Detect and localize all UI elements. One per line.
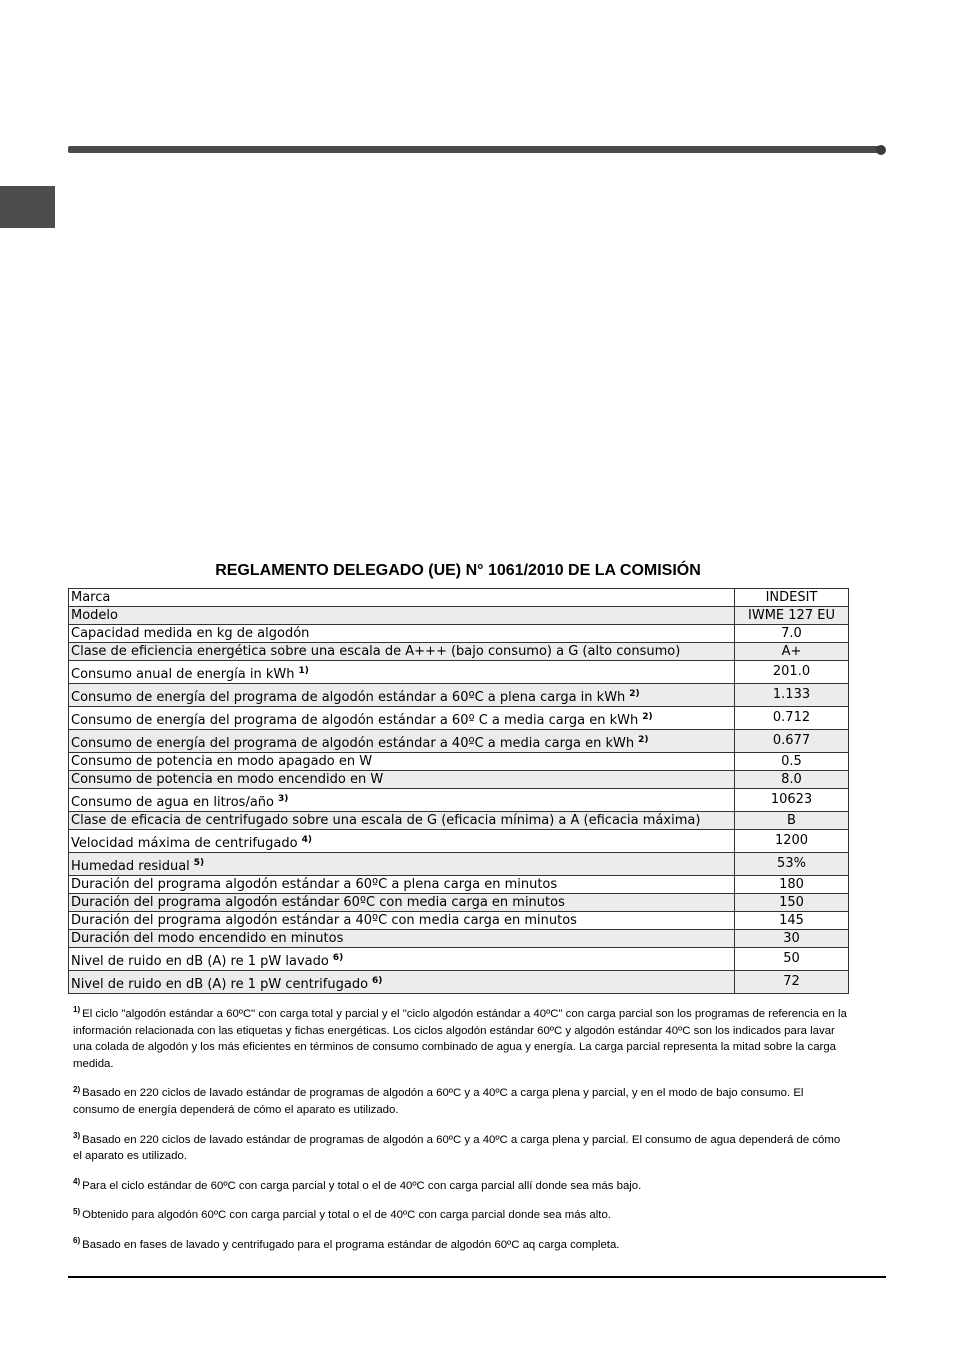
spec-label xyxy=(69,789,735,812)
spec-value: 145 xyxy=(735,912,849,930)
footnote-mark: 6) xyxy=(73,1236,81,1246)
spec-label xyxy=(69,930,735,948)
footnote xyxy=(73,1178,848,1195)
spec-value: 30 xyxy=(735,930,849,948)
spec-label-text: Velocidad máxima de centrifugado xyxy=(71,836,298,851)
spec-label xyxy=(69,707,735,730)
spec-label-text: Consumo de potencia en modo apagado en W xyxy=(71,754,373,769)
footnote-reference: 2) xyxy=(642,711,653,722)
footnote-mark: 4) xyxy=(73,1176,81,1186)
spec-label-text: Marca xyxy=(71,590,111,605)
footnote-reference: 3) xyxy=(278,793,289,804)
table-row xyxy=(69,830,849,853)
footnote-reference: 6) xyxy=(332,952,344,963)
table-row xyxy=(69,971,849,994)
spec-label-text: Consumo de energía del programa de algodón estándar a 40ºC a media carga en kWh xyxy=(71,736,635,751)
spec-label xyxy=(69,948,735,971)
table-row xyxy=(69,789,849,812)
table-row xyxy=(69,684,849,707)
spec-label-text: Consumo de energía del programa de algodón estándar a 60ºC a plena carga in kWh xyxy=(71,690,626,705)
spec-value: A+ xyxy=(735,643,849,661)
spec-value: 1200 xyxy=(735,830,849,853)
spec-label xyxy=(69,753,735,771)
footnote-text: Basado en 220 ciclos de lavado estándar de programas de algodón a 60ºC y a 40ºC a carga plena y parcial, y en el modo de bajo consumo. El consumo de energía dependerá de cómo el aparato es utilizado. xyxy=(73,1087,804,1116)
spec-label xyxy=(69,771,735,789)
table-row xyxy=(69,607,849,625)
footnote-text: El ciclo "algodón estándar a 60ºC" con carga total y parcial y el "ciclo algodón estándar a 40ºC" con carga parcial son los programas de referencia en la información relacionada con las etiquetas y fichas energéticas. Los ciclos algodón estándar 60ºC y algodón estándar 40ºC son los indicados para lavar una colada de algodón y los más eficientes en términos de consumo combinado de agua y energía. La carga parcial representa la mitad sobre la carga medida. xyxy=(73,1008,847,1070)
spec-label-text: Duración del programa algodón estándar 60ºC con media carga en minutos xyxy=(71,895,565,910)
spec-label xyxy=(69,684,735,707)
table-row xyxy=(69,930,849,948)
footnote-mark: 5) xyxy=(73,1206,81,1216)
footnote xyxy=(73,1237,848,1254)
table-row xyxy=(69,730,849,753)
footnote-text: Obtenido para algodón 60ºC con carga parcial y total o el de 40ºC con carga parcial donde sea más alto. xyxy=(82,1209,611,1222)
spec-label xyxy=(69,876,735,894)
spec-label xyxy=(69,607,735,625)
table-row xyxy=(69,625,849,643)
table-row xyxy=(69,643,849,661)
spec-value: 50 xyxy=(735,948,849,971)
footnote-reference: 2) xyxy=(629,688,640,699)
table-row xyxy=(69,876,849,894)
spec-label-text: Modelo xyxy=(71,608,118,623)
spec-value: 10623 xyxy=(735,789,849,812)
spec-label-text: Consumo anual de energía in kWh xyxy=(71,667,295,682)
footnote-reference: 5) xyxy=(193,857,205,868)
spec-value: 0.5 xyxy=(735,753,849,771)
spec-label-text: Duración del programa algodón estándar a 60ºC a plena carga en minutos xyxy=(71,877,558,892)
table-row xyxy=(69,589,849,607)
table-row xyxy=(69,771,849,789)
spec-label xyxy=(69,661,735,684)
footnote xyxy=(73,1207,848,1224)
spec-label-text: Capacidad medida en kg de algodón xyxy=(71,626,310,641)
language-tab-marker xyxy=(0,186,55,228)
spec-label xyxy=(69,589,735,607)
spec-value: 180 xyxy=(735,876,849,894)
table-row xyxy=(69,707,849,730)
spec-label xyxy=(69,730,735,753)
footnotes xyxy=(73,1006,848,1267)
footnote xyxy=(73,1006,848,1072)
footnote-text: Para el ciclo estándar de 60ºC con carga parcial y total o el de 40ºC con carga parcial allí donde sea más bajo. xyxy=(82,1179,642,1192)
spec-label-text: Clase de eficiencia energética sobre una escala de A+++ (bajo consumo) a G (alto consumo) xyxy=(71,644,681,659)
spec-value: 8.0 xyxy=(735,771,849,789)
footnote xyxy=(73,1132,848,1165)
footnote-mark: 1) xyxy=(73,1005,81,1015)
table-row xyxy=(69,853,849,876)
spec-value: 0.712 xyxy=(735,707,849,730)
spec-label-text: Clase de eficacia de centrifugado sobre una escala de G (eficacia mínima) a A (eficacia máxima) xyxy=(71,813,701,828)
spec-value: B xyxy=(735,812,849,830)
spec-value: 7.0 xyxy=(735,625,849,643)
table-row xyxy=(69,948,849,971)
spec-label-text: Duración del modo encendido en minutos xyxy=(71,931,344,946)
spec-label-text: Consumo de agua en litros/año xyxy=(71,795,274,810)
footnote-reference: 2) xyxy=(638,734,649,745)
regulation-title: REGLAMENTO DELEGADO (UE) N° 1061/2010 DE LA COMISIÓN xyxy=(215,562,701,579)
top-rule xyxy=(68,146,880,153)
spec-label-text: Nivel de ruido en dB (A) re 1 pW centrifugado xyxy=(71,977,369,992)
spec-value: 150 xyxy=(735,894,849,912)
spec-value: 1.133 xyxy=(735,684,849,707)
spec-value: INDESIT xyxy=(735,589,849,607)
table-row xyxy=(69,912,849,930)
spec-label xyxy=(69,643,735,661)
spec-label-text: Consumo de potencia en modo encendido en W xyxy=(71,772,384,787)
spec-value: 72 xyxy=(735,971,849,994)
spec-label-text: Humedad residual xyxy=(71,859,190,874)
spec-label xyxy=(69,971,735,994)
footnote-reference: 1) xyxy=(298,665,309,676)
spec-value: 53% xyxy=(735,853,849,876)
footnote-mark: 2) xyxy=(73,1084,81,1094)
footnote-text: Basado en fases de lavado y centrifugado para el programa estándar de algodón 60ºC aq carga completa. xyxy=(82,1238,620,1251)
spec-label xyxy=(69,812,735,830)
spec-value: 201.0 xyxy=(735,661,849,684)
footnote-reference: 4) xyxy=(301,834,312,845)
footnote xyxy=(73,1085,848,1118)
bottom-rule xyxy=(68,1276,886,1278)
spec-label xyxy=(69,853,735,876)
table-row xyxy=(69,753,849,771)
footnote-mark: 3) xyxy=(73,1130,81,1140)
table-row xyxy=(69,812,849,830)
spec-label-text: Duración del programa algodón estándar a 40ºC con media carga en minutos xyxy=(71,913,577,928)
spec-label-text: Nivel de ruido en dB (A) re 1 pW lavado xyxy=(71,954,329,969)
footnote-reference: 6) xyxy=(372,975,383,986)
spec-label xyxy=(69,625,735,643)
spec-label xyxy=(69,830,735,853)
spec-value: IWME 127 EU xyxy=(735,607,849,625)
product-spec-table xyxy=(68,588,849,994)
spec-value: 0.677 xyxy=(735,730,849,753)
spec-label xyxy=(69,912,735,930)
top-rule-end-dot xyxy=(876,145,886,155)
table-row xyxy=(69,661,849,684)
spec-label xyxy=(69,894,735,912)
spec-label-text: Consumo de energía del programa de algodón estándar a 60º C a media carga en kWh xyxy=(71,713,639,728)
table-row xyxy=(69,894,849,912)
footnote-text: Basado en 220 ciclos de lavado estándar de programas de algodón a 60ºC y a 40ºC a carga plena y parcial. El consumo de agua dependerá de cómo el aparato es utilizado. xyxy=(73,1133,841,1163)
